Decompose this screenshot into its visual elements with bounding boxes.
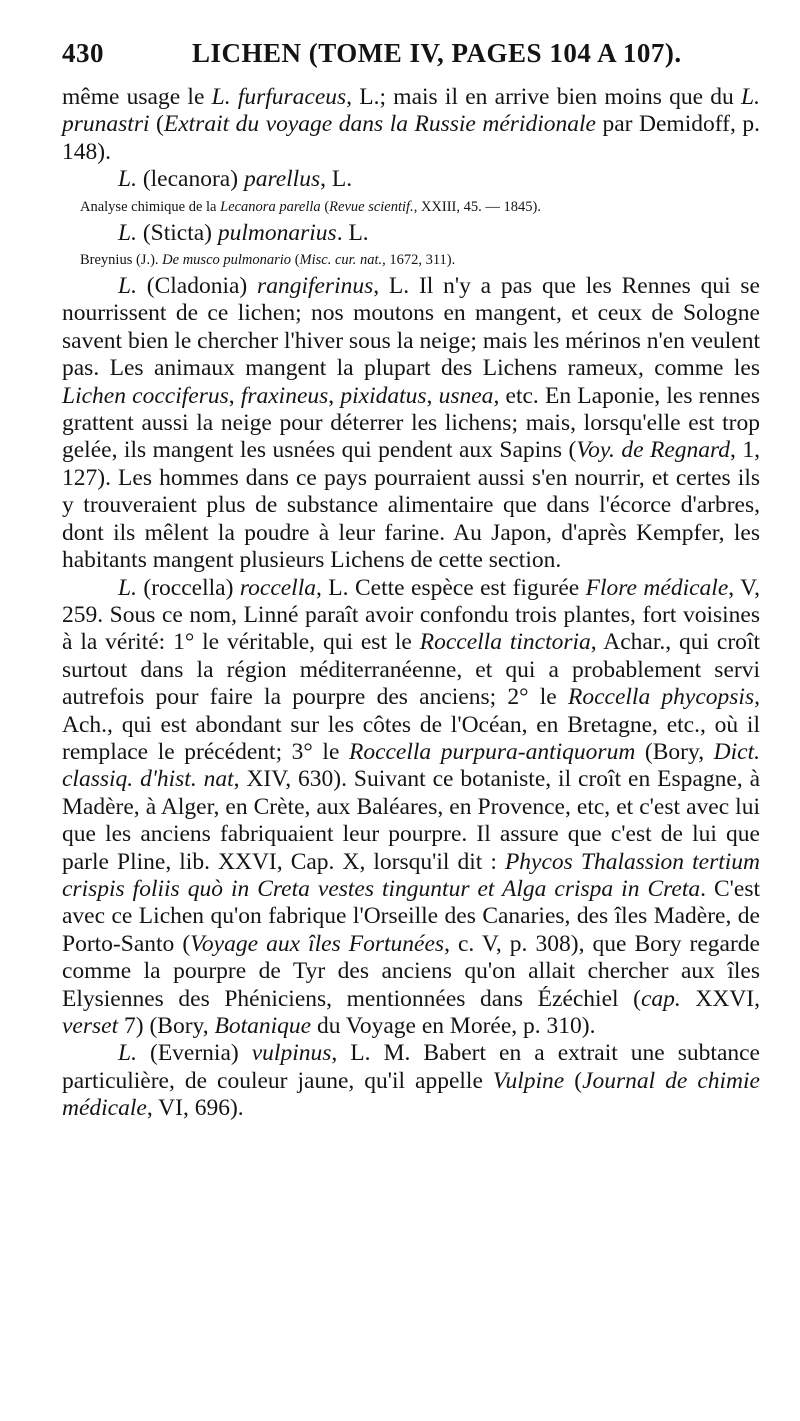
species-name: L. furfuraceus	[211, 84, 347, 110]
species-name: pulmonarius	[217, 219, 337, 246]
text-run: (	[291, 252, 300, 269]
genus-abbrev: L.	[118, 273, 137, 300]
text-run: (Bory,	[635, 738, 714, 765]
text-run: , L. Cette espèce est figurée	[315, 574, 586, 601]
text-run: , Achar., qui croît surtout dans la région méditerranéenne, et qui a probablement servi autrefois pour faire la pourpre des anciens; 2° le	[62, 629, 760, 711]
citation-title: Voyage aux îles Fortunées	[190, 930, 445, 957]
text-run: 7) (Bory,	[118, 1013, 215, 1039]
text-run: ,	[228, 382, 241, 409]
text-run: ,	[426, 382, 439, 409]
text-run: (Sticta)	[136, 219, 218, 246]
text-run: , VI, 696).	[146, 1095, 244, 1122]
citation-title: Voy. de Regnard	[576, 437, 731, 464]
page-number: 430	[62, 38, 104, 68]
genus-abbrev: L.	[118, 1040, 137, 1067]
species-name: roccella	[239, 574, 316, 601]
entry-pulmonarius	[62, 220, 760, 247]
reference-note-parella	[62, 194, 760, 220]
text-run: (lecanora)	[136, 166, 244, 193]
species-name: Roccella tinctoria	[419, 629, 591, 656]
entry-rangiferinus	[62, 273, 760, 574]
text-run: , L. Il n'y a pas que les Rennes qui se nourrissent de ce lichen; nos moutons en mangent, et ceux de Sologne savent bien le chercher l'hiver sous la neige; mais les mérinos n'en veulent pas. Les animaux mangent la plupart des Lichens rameux, comme les	[62, 273, 760, 382]
text-run: par Demidoff, p. 148).	[62, 111, 760, 165]
citation-title: Journal de chimie médicale	[62, 1067, 760, 1122]
text-run: , XXIII, 45. — 1845).	[413, 198, 541, 215]
text-run: , XIV, 630). Suivant ce botaniste, il croît en Espagne, à Madère, à Alger, en Crète, aux Baléares, en Provence, etc, et c'est avec lui que les anciens fabriquaient leur pourpre. Il assure que c'est de lui que parle Pline, lib. XXVI, Cap. X, lorsqu'il dit :	[62, 766, 760, 875]
text-run: XXVI,	[680, 985, 760, 1012]
text-run: , Ach., qui est abondant sur les côtes de l'Océan, en Bretagne, etc., où il remplace le précédent; 3° le	[62, 684, 760, 765]
species-name: Roccella phycopsis	[567, 684, 755, 711]
species-name: Lichen cocciferus	[62, 382, 229, 409]
text-run: , L. M. Babert en a extrait une subtance particulière, de couleur jaune, qu'il appelle	[62, 1040, 760, 1094]
citation-title: Flore médicale	[585, 574, 729, 601]
substance-name: Vulpine	[492, 1067, 565, 1094]
text-run: (	[564, 1067, 583, 1094]
species-name: rangiferinus	[257, 273, 374, 300]
text-run: , c. V, p. 308), que Bory regarde comme la pourpre de Tyr des anciens qu'on allait chercher aux îles Elysiennes des Phéniciens, mentionnées dans Ézéchiel (	[62, 930, 760, 1012]
text-run: ,	[328, 382, 341, 409]
running-header	[62, 38, 760, 84]
species-name: fraxineus	[240, 382, 329, 409]
text-run: même usage le	[62, 84, 212, 110]
species-name: Lecanora parella	[220, 198, 321, 215]
citation-title: Dict. classiq. d'hist. nat	[62, 738, 761, 793]
text-run: Analyse chimique de la	[80, 198, 221, 215]
species-name: L. prunastri	[62, 84, 760, 138]
genus-abbrev: L.	[118, 574, 137, 601]
species-name: vulpinus	[251, 1040, 332, 1067]
citation-title: Revue scientif.	[329, 198, 414, 215]
genus-abbrev: L.	[118, 166, 137, 193]
page-body	[62, 84, 760, 1123]
paragraph-furfuraceus	[62, 84, 760, 166]
text-run: , 1672, 311).	[382, 252, 456, 269]
text-run: (	[149, 111, 164, 138]
citation-title: Extrait du voyage dans la Russie méridionale	[163, 111, 596, 138]
text-run: , L.	[320, 166, 353, 193]
citation-title: De musco pulmonario	[162, 252, 292, 269]
running-title: LICHEN (TOME IV, PAGES 104 A 107).	[192, 38, 682, 68]
species-name: Roccella purpura-antiquorum	[348, 738, 636, 765]
reference-note-breynius	[62, 247, 760, 273]
entry-roccella	[62, 575, 760, 1041]
text-run: (roccella)	[136, 574, 240, 601]
text-run: Breynius (J.).	[80, 252, 163, 269]
citation-abbrev: cap.	[640, 985, 681, 1012]
text-run: , etc. En Laponie, les rennes grattent aussi la neige pour déterrer les lichens; mais, lorsqu'elle est trop gelée, ils mangent les usnées qui pendent aux Sapins (	[62, 382, 760, 464]
citation-abbrev: verset	[62, 1013, 119, 1039]
text-run: du Voyage en Morée, p. 310).	[311, 1013, 596, 1039]
text-run: , 1, 127). Les hommes dans ce pays pourraient aussi s'en nourrir, et certes ils y trouveraient plus de substance alimentaire que dans l'écorce d'arbres, dont ils mêlent la poudre à leur farine. Au Japon, d'après Kempfer, les habitants mangent plusieurs Lichens de cette section.	[62, 437, 761, 574]
entry-parellus	[62, 166, 760, 193]
text-run: . L.	[336, 219, 369, 246]
citation-title: Botanique	[214, 1013, 312, 1039]
text-run: , L.; mais il en arrive bien moins que du	[346, 84, 742, 110]
latin-quotation: Phycos Thalassion tertium crispis foliis quò in Creta vestes tinguntur et Alga crispa in Creta	[62, 848, 760, 902]
entry-vulpinus	[62, 1040, 760, 1122]
species-name: usnea	[438, 382, 494, 409]
text-run: (Cladonia)	[136, 273, 258, 300]
text-run: . C'est avec ce Lichen qu'on fabrique l'Orseille des Canaries, des îles Madère, de Porto-Santo (	[62, 875, 761, 957]
citation-title: Misc. cur. nat.	[299, 252, 383, 269]
species-name: parellus	[243, 166, 321, 193]
text-run: , V, 259. Sous ce nom, Linné paraît avoir confondu trois plantes, fort voisines à la vérité: 1° le véritable, qui est le	[62, 574, 760, 656]
species-name: pixidatus	[340, 382, 427, 409]
text-run: (	[320, 198, 330, 215]
text-run: (Evernia)	[136, 1040, 252, 1067]
genus-abbrev: L.	[118, 219, 137, 246]
